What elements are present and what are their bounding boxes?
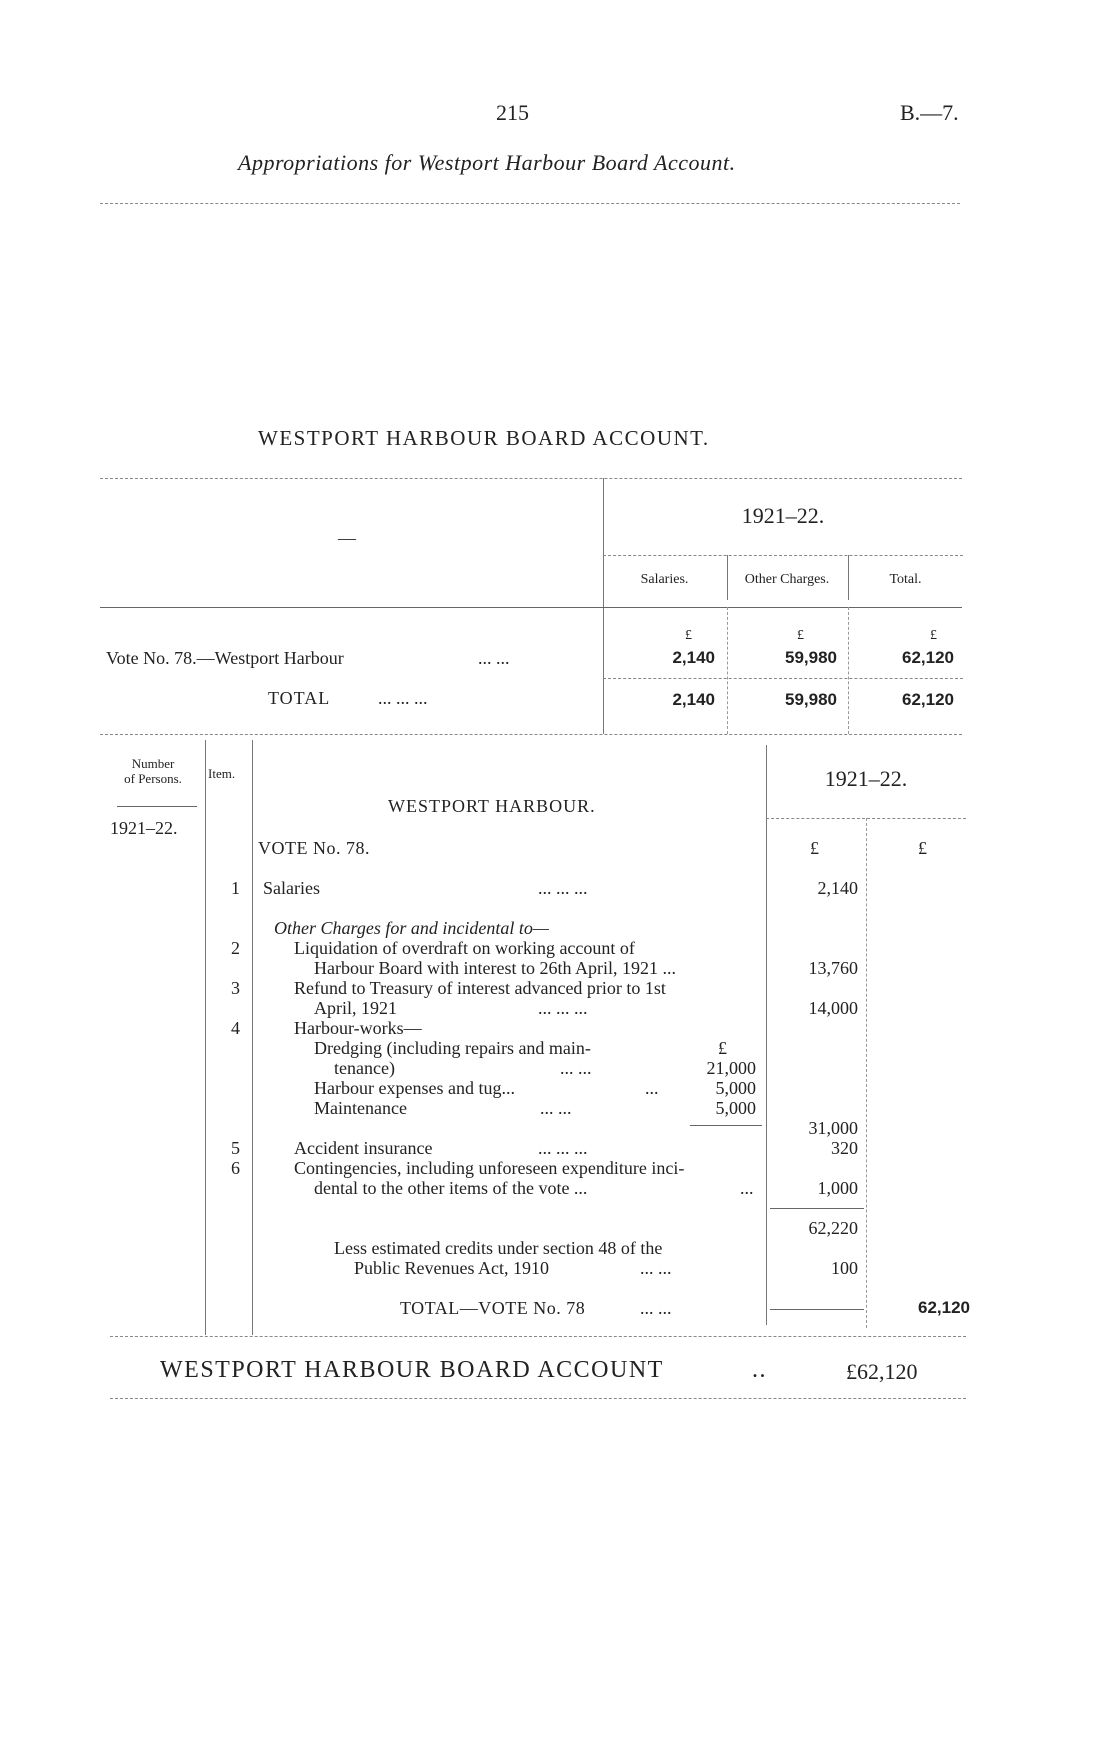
persons-header-line2: of Persons.	[124, 771, 182, 786]
currency-total: £	[930, 628, 937, 643]
sub-item-label: Dredging (including repairs and main-	[314, 1038, 591, 1058]
less-credits-amount: 100	[831, 1258, 858, 1278]
summary-top-rule	[100, 478, 962, 479]
sub-item-label-cont: tenance)	[334, 1058, 395, 1078]
total-vote-rule	[770, 1309, 864, 1310]
item-label: Salaries	[263, 878, 320, 898]
doc-reference: B.—7.	[900, 100, 959, 125]
col-salaries: Salaries.	[640, 572, 689, 587]
total-vote-label: TOTAL—VOTE No. 78	[400, 1298, 586, 1318]
summary-bottom-rule	[100, 734, 962, 735]
item-amount: 320	[831, 1138, 858, 1158]
other-charges-heading: Other Charges for and incidental to—	[274, 918, 549, 938]
item-leader: ... ... ...	[538, 1138, 588, 1158]
persons-year: 1921–22.	[110, 818, 178, 838]
persons-header-rule	[117, 806, 197, 807]
page-number: 215	[496, 100, 529, 125]
col-total: Total.	[889, 572, 922, 587]
summary-year-rule	[603, 555, 963, 556]
summary-title: WESTPORT HARBOUR BOARD ACCOUNT.	[258, 426, 710, 450]
sub-item-amount: 5,000	[715, 1098, 756, 1118]
subtotal-rule	[770, 1208, 864, 1209]
item-amount: 2,140	[817, 878, 858, 898]
footer-rule	[110, 1398, 966, 1399]
item-label: Refund to Treasury of interest advanced prior to 1st	[294, 978, 666, 998]
vote-row-salaries: 2,140	[672, 648, 715, 667]
item-label-cont: April, 1921	[314, 998, 397, 1018]
footer-label: WESTPORT HARBOUR BOARD ACCOUNT	[160, 1357, 664, 1383]
less-credits-label: Less estimated credits under section 48 of the	[334, 1238, 663, 1258]
item-leader: ... ... ...	[538, 878, 588, 898]
summary-head-rule	[100, 607, 962, 608]
total-vote-leader: ... ...	[640, 1298, 672, 1318]
sub-item-amount: 5,000	[715, 1078, 756, 1098]
summary-total-total: 62,120	[902, 690, 954, 709]
item-amount: 13,760	[808, 958, 858, 978]
less-credits-label-cont: Public Revenues Act, 1910	[354, 1258, 549, 1278]
vote-row-label: Vote No. 78.—Westport Harbour	[106, 648, 344, 668]
amount-col-divider	[866, 818, 867, 1328]
item-number: 5	[231, 1138, 240, 1158]
item-number: 6	[231, 1158, 240, 1178]
summary-total-salaries: 2,140	[672, 690, 715, 709]
sub-item-leader: ... ...	[560, 1058, 592, 1078]
sub-item-leader: ... ...	[540, 1098, 572, 1118]
summary-total-rule	[603, 678, 963, 679]
currency-other: £	[797, 628, 804, 643]
running-title: Appropriations for Westport Harbour Board Account.	[238, 150, 736, 175]
currency-salaries: £	[685, 628, 692, 643]
summary-total-leader: ... ... ...	[378, 688, 428, 708]
item-label-cont: Harbour Board with interest to 26th April, 1921 ...	[314, 958, 676, 978]
item-number: 1	[231, 878, 240, 898]
item-label: Accident insurance	[294, 1138, 433, 1158]
summary-total-label: TOTAL	[268, 688, 331, 708]
footer-amount: £62,120	[846, 1359, 918, 1384]
footer-dots: ..	[752, 1357, 767, 1383]
detail-currency-2: £	[918, 838, 927, 858]
col-divider	[727, 607, 728, 734]
item-leader: ...	[740, 1178, 754, 1198]
subtotal-amount: 62,220	[808, 1218, 858, 1238]
col-divider	[848, 607, 849, 734]
sub-item-label: Maintenance	[314, 1098, 407, 1118]
persons-header-line1: Number	[131, 756, 175, 771]
item-divider	[252, 740, 253, 1335]
item-label-cont: dental to the other items of the vote ...	[314, 1178, 588, 1198]
detail-currency-1: £	[810, 838, 819, 858]
sub-item-amount: 21,000	[706, 1058, 756, 1078]
item-number: 4	[231, 1018, 240, 1038]
item-label: Liquidation of overdraft on working account of	[294, 938, 635, 958]
persons-header	[104, 756, 202, 786]
item-leader: ... ... ...	[538, 998, 588, 1018]
sub-item-leader: ...	[645, 1078, 659, 1098]
item-header: Item.	[208, 766, 236, 781]
vote-row-other: 59,980	[785, 648, 837, 667]
summary-total-other: 59,980	[785, 690, 837, 709]
item-label: Harbour-works—	[294, 1018, 422, 1038]
total-vote-amount: 62,120	[918, 1298, 970, 1317]
sub-item-label: Harbour expenses and tug...	[314, 1078, 515, 1098]
sub-currency: £	[718, 1038, 727, 1058]
header-rule	[100, 203, 960, 204]
detail-bottom-rule	[110, 1336, 966, 1337]
vote-row-total: 62,120	[902, 648, 954, 667]
item-label: Contingencies, including unforeseen expenditure inci-	[294, 1158, 685, 1178]
summary-year: 1921–22.	[741, 503, 825, 528]
item-number: 2	[231, 938, 240, 958]
detail-year: 1921–22.	[824, 766, 908, 791]
less-credits-leader: ... ...	[640, 1258, 672, 1278]
item-number: 3	[231, 978, 240, 998]
item-amount: 14,000	[808, 998, 858, 1018]
sub-total-rule	[690, 1125, 762, 1126]
vote-row-leader: ... ...	[478, 648, 510, 668]
detail-heading: WESTPORT HARBOUR.	[388, 796, 596, 816]
summary-dash: —	[338, 528, 356, 548]
col-other-charges: Other Charges.	[744, 572, 830, 587]
item-amount: 31,000	[808, 1118, 858, 1138]
item-amount: 1,000	[817, 1178, 858, 1198]
vote-heading: VOTE No. 78.	[258, 838, 370, 858]
